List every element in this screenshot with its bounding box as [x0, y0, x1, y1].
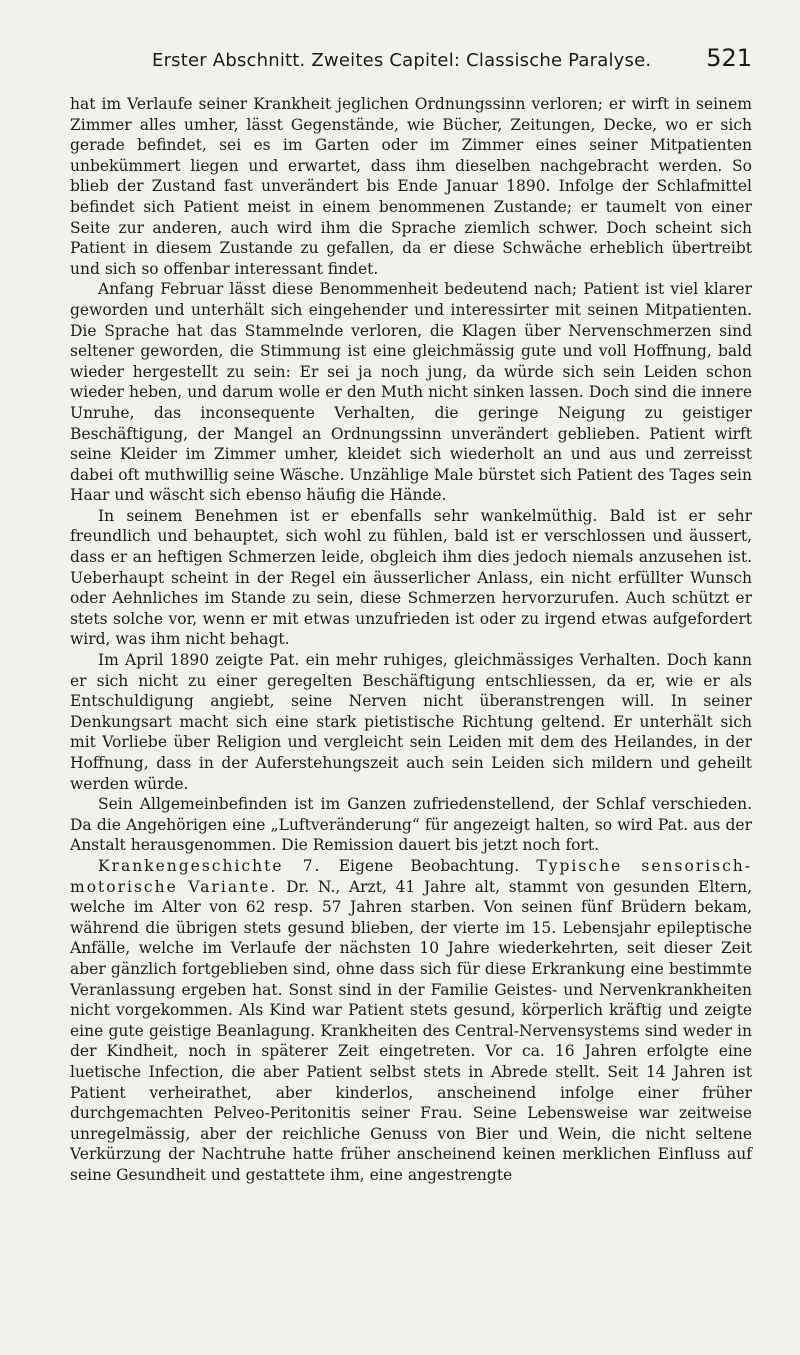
case-history-variant: Typische sensorisch-motorische Variante. [70, 856, 752, 896]
body-text [70, 94, 752, 1185]
paragraph: In seinem Benehmen ist er ebenfalls sehr wankelmüthig. Bald ist er sehr freundlich und behauptet, sich wohl zu fühlen, bald ist er verschlossen und äussert, dass er an heftigen Schmerzen leide, obgleich ihm dies jedoch niemals anzusehen ist. Ueberhaupt scheint in der Regel ein äusserlicher Anlass, ein nicht erfüllter Wunsch oder Aehnliches im Stande zu sein, diese Schmerzen hervorzurufen. Auch schützt er stets solche vor, wenn er mit etwas unzufrieden ist oder zu irgend etwas aufgefordert wird, was ihm nicht behagt. [70, 506, 752, 649]
case-history-text: Dr. N., Arzt, 41 Jahre alt, stammt von gesunden Eltern, welche im Alter von 62 resp. 57 Jahren starben. Von seinen fünf Brüdern bekam, während die übrigen stets gesund blieben, der vierte im 15. Lebensjahr epileptische Anfälle, welche im Verlaufe der nächsten 10 Jahre wiederkehrten, seit dieser Zeit aber gänzlich fortgeblieben sind, ohne dass sich für diese Erkrankung eine bestimmte Veranlassung ergeben hat. Sonst sind in der Familie Geistes- und Nervenkrankheiten nicht vorgekommen. Als Kind war Patient stets gesund, körperlich kräftig und zeigte eine gute geistige Beanlagung. Krankheiten des Central-Nervensystems sind weder in der Kindheit, noch in späterer Zeit eingetreten. Vor ca. 16 Jahren erfolgte eine luetische Infection, die aber Patient selbst stets in Abrede stellt. Seit 14 Jahren ist Patient verheirathet, aber kinderlos, anscheinend infolge einer früher durchgemachten Pelveo-Peritonitis seiner Frau. Seine Lebensweise war zeitweise unregelmässig, aber der reichliche Genuss von Bier und Wein, die nicht seltene Verkürzung der Nachtruhe hatte früher anscheinend keinen merklichen Einfluss auf seine Gesundheit und gestattete ihm, eine angestrengte [70, 877, 752, 1184]
paragraph: hat im Verlaufe seiner Krankheit jeglichen Ordnungssinn verloren; er wirft in seinem Zimmer alles umher, lässt Gegenstände, wie Bücher, Zeitungen, Decke, wo er sich gerade befindet, sei es im Garten oder im Zimmer eines seiner Mitpatienten unbekümmert liegen und erwartet, dass ihm dieselben nachgebracht werden. So blieb der Zustand fast unverändert bis Ende Januar 1890. Infolge der Schlafmittel befindet sich Patient meist in einem benommenen Zustande; er taumelt von einer Seite zur anderen, auch wird ihm die Sprache ziemlich schwer. Doch scheint sich Patient in diesem Zustande zu gefallen, da er diese Schwäche erheblich übertreibt und sich so offenbar interessant findet. [70, 95, 752, 278]
case-history-paragraph [70, 856, 752, 1186]
paragraph: Anfang Februar lässt diese Benommenheit bedeutend nach; Patient ist viel klarer geworden und unterhält sich eingehender und interessirter mit seinen Mitpatienten. Die Sprache hat das Stammelnde verloren, die Klagen über Nervenschmerzen sind seltener geworden, die Stimmung ist eine gleichmässig gute und voll Hoffnung, bald wieder hergestellt zu sein: Er sei ja noch jung, da würde sich sein Leiden schon wieder heben, und darum wolle er den Muth nicht sinken lassen. Doch sind die innere Unruhe, das inconsequente Verhalten, die geringe Neigung zu geistiger Beschäftigung, der Mangel an Ordnungssinn unverändert geblieben. Patient wirft seine Kleider im Zimmer umher, kleidet sich wiederholt an und aus und zerreisst dabei oft muthwillig seine Wäsche. Unzählige Male bürstet sich Patient des Tages sein Haar und wäscht sich ebenso häufig die Hände. [70, 280, 752, 505]
case-history-observation: Eigene Beobachtung. [338, 856, 520, 875]
paragraph: Sein Allgemeinbefinden ist im Ganzen zufriedenstellend, der Schlaf verschieden. Da die Angehörigen eine „Luftveränderung“ für angezeigt halten, so wird Pat. aus der Anstalt herausgenommen. Die Remission dauert bis jetzt noch fort. [70, 795, 752, 855]
case-history-label: Krankengeschichte 7. [98, 856, 322, 875]
paragraph: Im April 1890 zeigte Pat. ein mehr ruhiges, gleichmässiges Verhalten. Doch kann er sich nicht zu einer geregelten Beschäftigung entschliessen, da er, wie er als Entschuldigung angiebt, seine Nerven nicht überanstrengen will. In seiner Denkungsart macht sich eine stark pietistische Richtung geltend. Er unterhält sich mit Vorliebe über Religion und vergleicht sein Leiden mit dem des Heilandes, in der Hoffnung, dass in der Auferstehungszeit auch sein Leiden sich mildern und geheilt werden würde. [70, 651, 752, 793]
running-head [70, 44, 752, 84]
page-number: 521 [706, 44, 752, 72]
running-head-title: Erster Abschnitt. Zweites Capitel: Classische Paralyse. [152, 50, 652, 71]
